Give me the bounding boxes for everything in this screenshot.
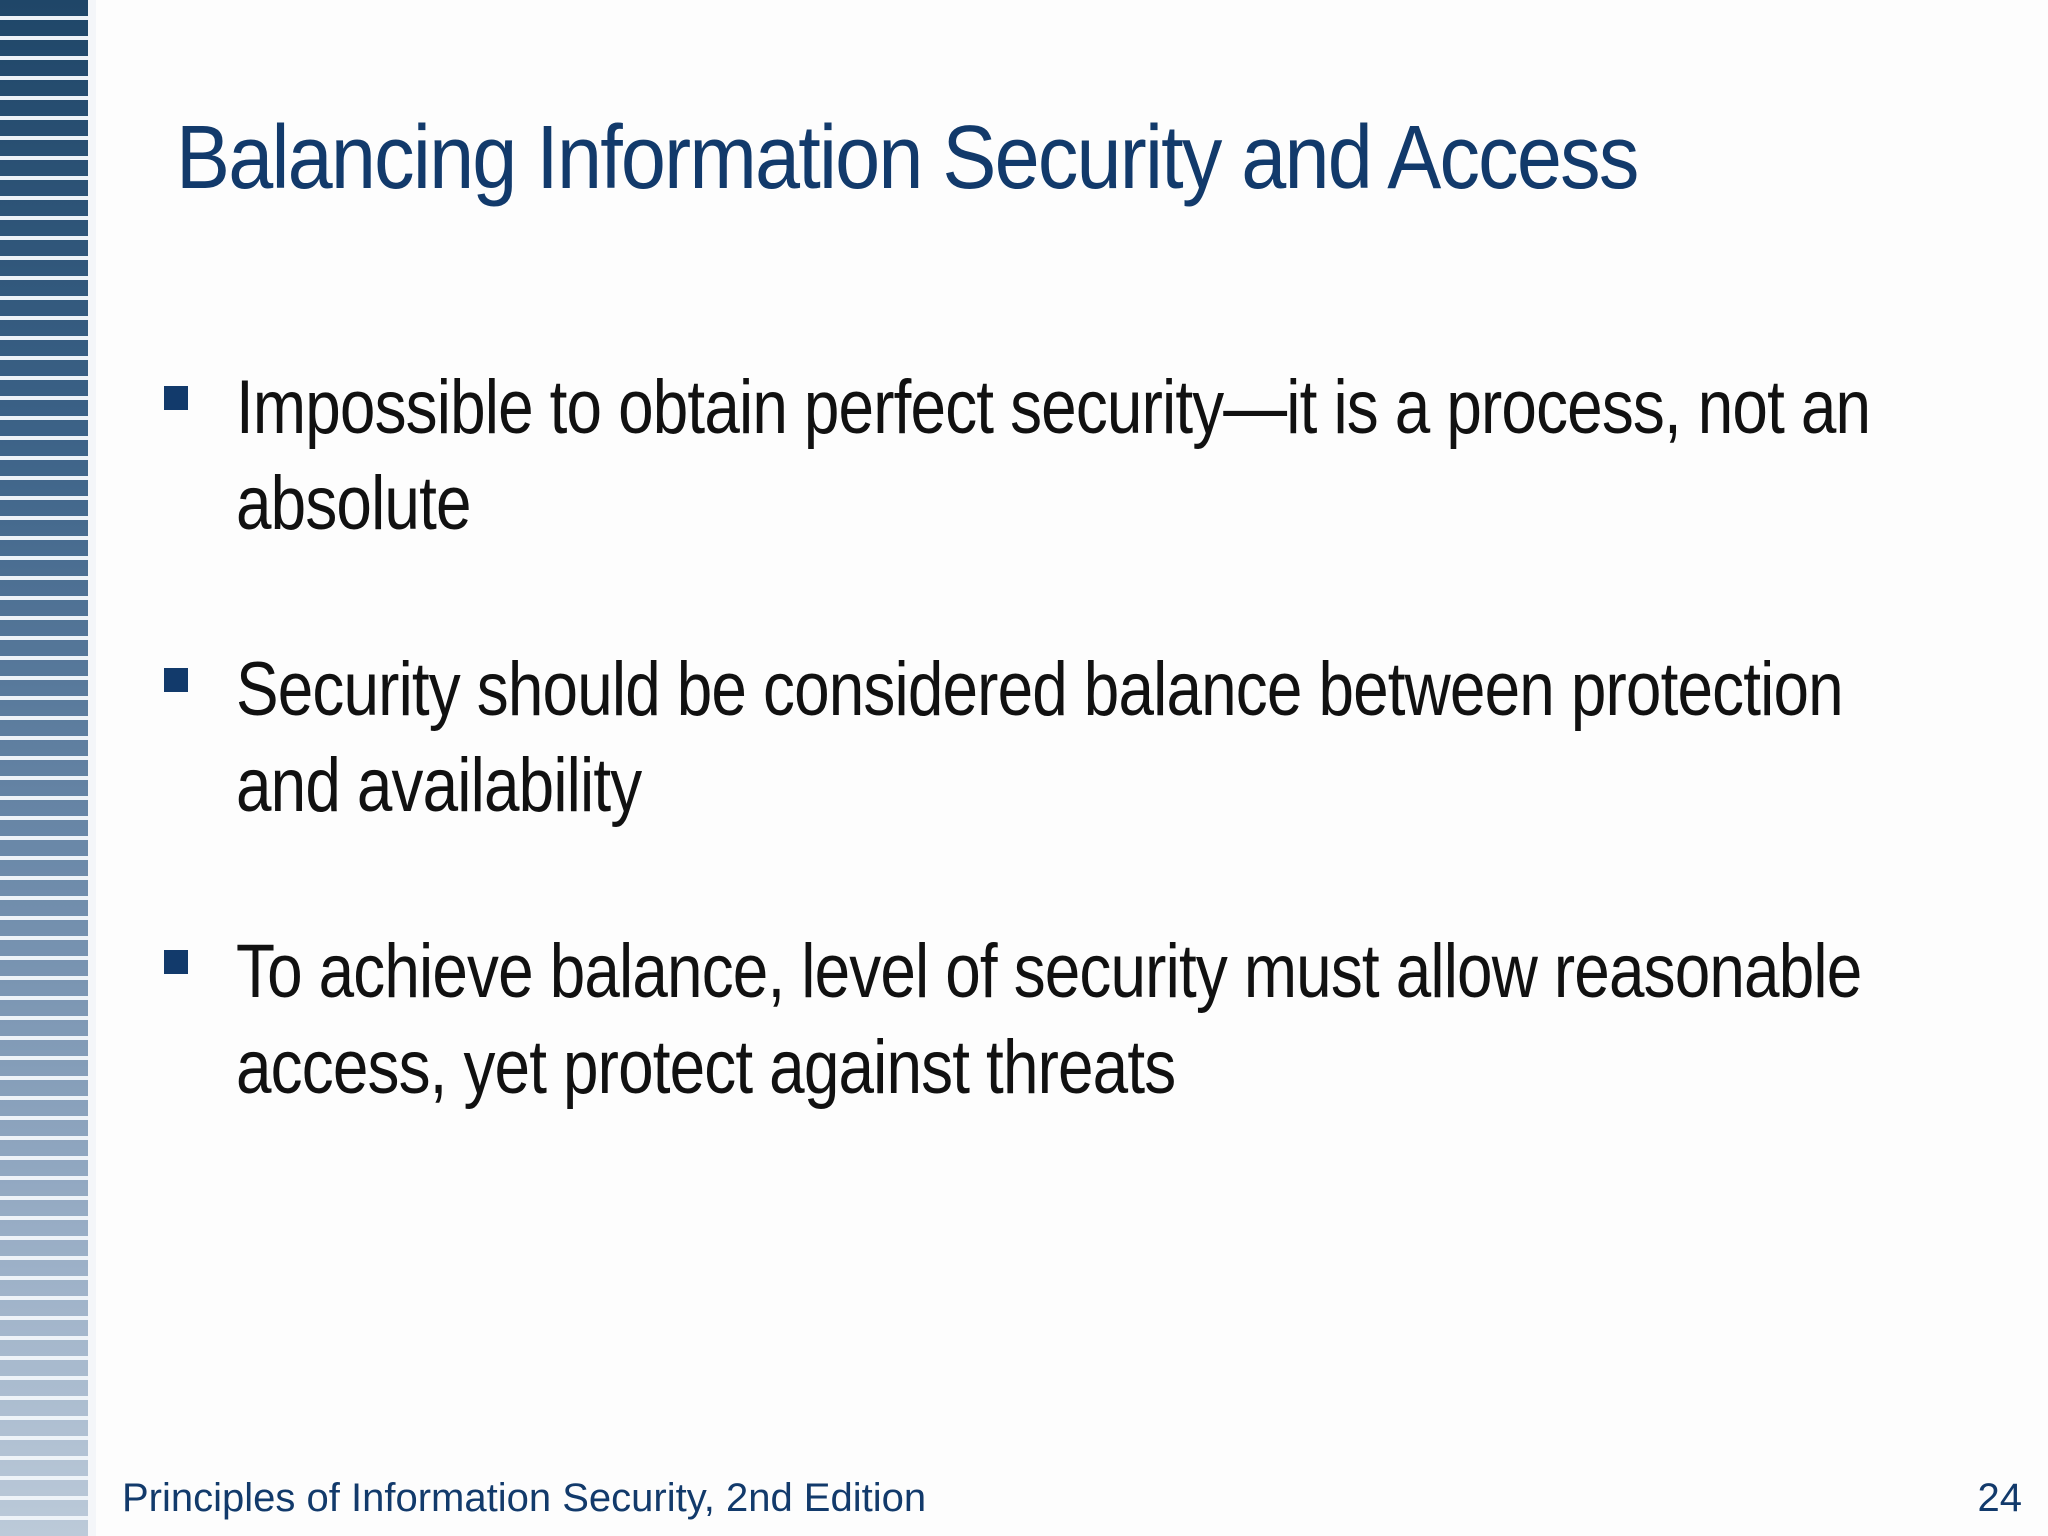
square-bullet-icon bbox=[164, 668, 188, 692]
bullet-item bbox=[160, 924, 1920, 1116]
bullet-list bbox=[160, 360, 1920, 1206]
bullet-item bbox=[160, 360, 1920, 552]
footer-book-title: Principles of Information Security, 2nd Edition bbox=[122, 1476, 927, 1520]
page-number: 24 bbox=[1977, 1476, 2022, 1520]
decorative-side-stripe bbox=[0, 0, 96, 1536]
square-bullet-icon bbox=[164, 950, 188, 974]
bullet-text: Impossible to obtain perfect security—it is a process, not an absolute bbox=[236, 365, 1871, 546]
bullet-text: To achieve balance, level of security must allow reasonable access, yet protect against threats bbox=[236, 929, 1862, 1110]
bullet-item bbox=[160, 642, 1920, 834]
bullet-text: Security should be considered balance between protection and availability bbox=[236, 647, 1843, 828]
square-bullet-icon bbox=[164, 386, 188, 410]
slide-title: Balancing Information Security and Access bbox=[176, 108, 1638, 208]
